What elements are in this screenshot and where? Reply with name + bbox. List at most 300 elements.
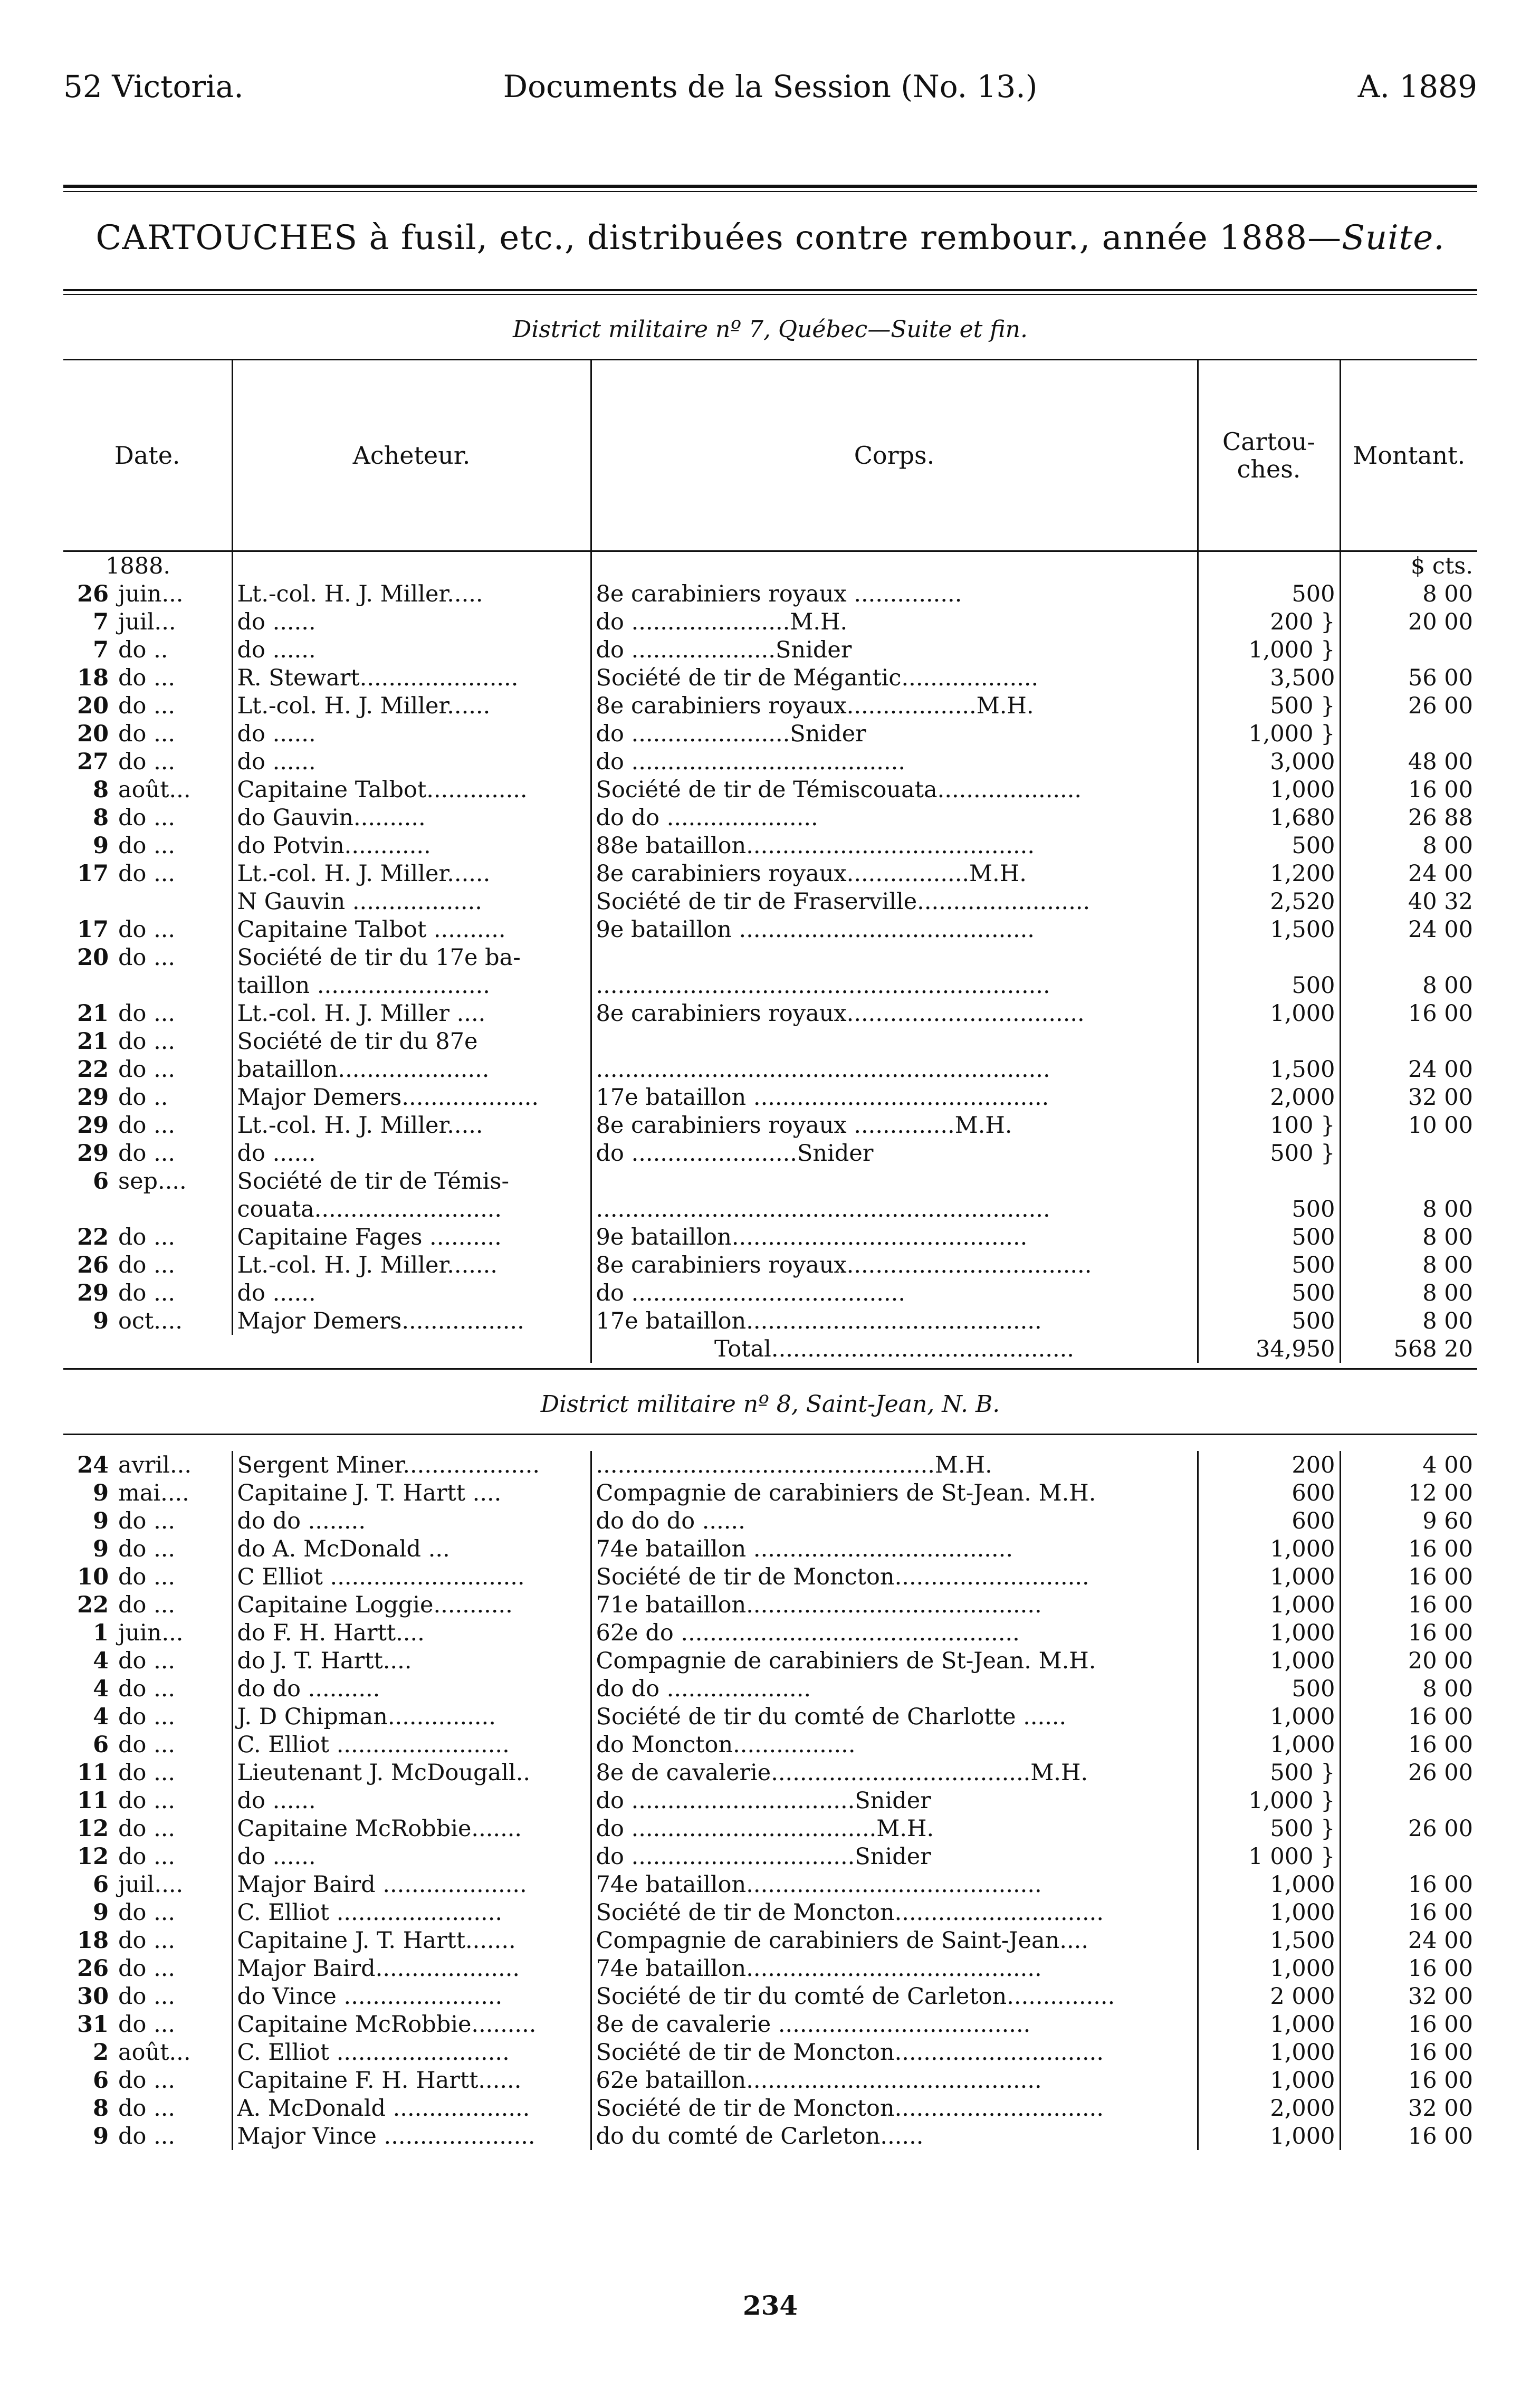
cartouches-cell: 500 xyxy=(1198,1195,1340,1223)
montant-cell: 9 60 xyxy=(1340,1507,1477,1535)
date-month: do ... xyxy=(118,832,176,859)
date-month: do ... xyxy=(118,1507,176,1534)
corps-cell: Compagnie de carabiniers de Saint-Jean.... xyxy=(591,1926,1198,1954)
buyer-cell: do ...... xyxy=(232,748,591,776)
date-cell xyxy=(63,1139,232,1167)
corps-cell: do .......................Snider xyxy=(591,1139,1198,1167)
buyer-cell: A. McDonald ................... xyxy=(232,2094,591,2122)
corps-cell: 88e bataillon........................................ xyxy=(591,832,1198,859)
corps-cell xyxy=(591,943,1198,971)
cartouches-cell: 1,000 } xyxy=(1198,1787,1340,1814)
corps-cell: ............................................................... xyxy=(591,1195,1198,1223)
table-row xyxy=(63,1027,1477,1055)
table-row xyxy=(63,608,1477,636)
montant-cell: 8 00 xyxy=(1340,832,1477,859)
date-cell xyxy=(63,1307,232,1335)
date-day: 17 xyxy=(77,916,109,943)
table-row xyxy=(63,1842,1477,1870)
buyer-cell: Lt.-col. H. J. Miller...... xyxy=(232,859,591,887)
table-row xyxy=(63,720,1477,748)
corps-cell: Société de tir de Moncton............................. xyxy=(591,1898,1198,1926)
date-day: 31 xyxy=(77,2011,109,2038)
date-month: do ... xyxy=(118,692,176,719)
date-month: do ... xyxy=(118,916,176,943)
corps-cell: Société de tir de Moncton........................... xyxy=(591,1563,1198,1591)
cartouches-cell: 500 xyxy=(1198,1279,1340,1307)
document-page xyxy=(63,63,1477,2321)
corps-cell: do ...................................... xyxy=(591,1279,1198,1307)
date-day: 17 xyxy=(77,860,109,887)
cartouches-cell: 1,500 xyxy=(1198,1926,1340,1954)
buyer-cell: do ...... xyxy=(232,1279,591,1307)
montant-cell: 16 00 xyxy=(1340,1535,1477,1563)
corps-cell: do do .................... xyxy=(591,1675,1198,1703)
date-cell xyxy=(63,1675,232,1703)
cartouches-cell: 500 xyxy=(1198,580,1340,608)
buyer-cell: Capitaine Fages .......... xyxy=(232,1223,591,1251)
date-cell xyxy=(63,1842,232,1870)
date-cell xyxy=(63,2122,232,2150)
date-cell xyxy=(63,887,232,915)
corps-cell: 17e bataillon......................................... xyxy=(591,1307,1198,1335)
corps-cell: 8e carabiniers royaux.................................. xyxy=(591,1251,1198,1279)
date-cell xyxy=(63,720,232,748)
cartouches-cell: 500 xyxy=(1198,1223,1340,1251)
buyer-cell: do J. T. Hartt.... xyxy=(232,1647,591,1675)
cartouches-cell: 200 xyxy=(1198,1451,1340,1479)
date-cell xyxy=(63,2066,232,2094)
header-right: A. 1889 xyxy=(1357,69,1477,104)
buyer-cell: Capitaine Talbot.............. xyxy=(232,776,591,804)
cartouches-cell: 1,680 xyxy=(1198,804,1340,832)
table-row xyxy=(63,1535,1477,1563)
corps-cell: do do ..................... xyxy=(591,804,1198,832)
date-month: sep.... xyxy=(118,1168,187,1195)
year-label: 1888. xyxy=(106,552,171,579)
cartouches-cell xyxy=(1198,1167,1340,1195)
corps-cell: Compagnie de carabiniers de St-Jean. M.H. xyxy=(591,1479,1198,1507)
corps-cell: 8e de cavalerie ................................... xyxy=(591,2010,1198,2038)
date-cell xyxy=(63,580,232,608)
title-suite: Suite. xyxy=(1342,218,1445,257)
cartouches-cell: 1,000 xyxy=(1198,1870,1340,1898)
date-day: 22 xyxy=(77,1056,109,1083)
table-row xyxy=(63,1479,1477,1507)
col-montant: Montant. xyxy=(1340,360,1477,551)
cartouches-cell: 2 000 xyxy=(1198,1982,1340,2010)
table-row xyxy=(63,1139,1477,1167)
table-row xyxy=(63,2066,1477,2094)
cartouches-cell: 1,000 xyxy=(1198,1591,1340,1619)
montant-cell: 8 00 xyxy=(1340,1675,1477,1703)
buyer-cell: Sergent Miner................... xyxy=(232,1451,591,1479)
table-row xyxy=(63,1507,1477,1535)
date-month: do .. xyxy=(118,1084,168,1111)
cartouches-cell: 1,000 xyxy=(1198,1563,1340,1591)
date-month: do ... xyxy=(118,1252,176,1278)
buyer-cell: Lt.-col. H. J. Miller...... xyxy=(232,692,591,720)
montant-cell: 10 00 xyxy=(1340,1111,1477,1139)
date-cell xyxy=(63,1954,232,1982)
col-buyer: Acheteur. xyxy=(232,360,591,551)
cartouches-cell: 1,000 xyxy=(1198,1898,1340,1926)
date-month: do ... xyxy=(118,1000,176,1027)
date-day: 24 xyxy=(77,1451,109,1478)
date-cell xyxy=(63,1279,232,1307)
cartouches-cell: 1,000 } xyxy=(1198,636,1340,664)
corps-cell: Société de tir du comté de Carleton............... xyxy=(591,1982,1198,2010)
date-month: do ... xyxy=(118,1731,176,1758)
corps-cell: do Moncton................. xyxy=(591,1731,1198,1759)
date-month: do ... xyxy=(118,1815,176,1842)
date-month: do ... xyxy=(118,720,176,747)
cartouches-cell: 3,500 xyxy=(1198,664,1340,692)
buyer-cell: Lt.-col. H. J. Miller....... xyxy=(232,1251,591,1279)
date-month: do ... xyxy=(118,1703,176,1730)
corps-cell: do ..................................M.H. xyxy=(591,1814,1198,1842)
cartouches-cell: 1,000 xyxy=(1198,2010,1340,2038)
date-month: oct.... xyxy=(118,1307,183,1334)
date-day: 20 xyxy=(77,692,109,719)
table-row xyxy=(63,1954,1477,1982)
date-day: 10 xyxy=(77,1563,109,1590)
date-month: do ... xyxy=(118,1927,176,1954)
date-day: 11 xyxy=(77,1759,109,1786)
buyer-cell: do do ........ xyxy=(232,1507,591,1535)
date-cell xyxy=(63,1814,232,1842)
table-row xyxy=(63,1647,1477,1675)
table-row xyxy=(63,1307,1477,1335)
buyer-cell: N Gauvin .................. xyxy=(232,887,591,915)
cartouches-cell xyxy=(1198,1027,1340,1055)
date-cell xyxy=(63,1111,232,1139)
table-row xyxy=(63,1731,1477,1759)
montant-cell xyxy=(1340,636,1477,664)
cartouches-cell: 1 000 } xyxy=(1198,1842,1340,1870)
table-row xyxy=(63,2094,1477,2122)
table-row xyxy=(63,943,1477,971)
buyer-cell: taillon ........................ xyxy=(232,971,591,999)
buyer-cell: Capitaine Loggie........... xyxy=(232,1591,591,1619)
corps-cell: 8e carabiniers royaux.................M.H. xyxy=(591,859,1198,887)
date-day: 20 xyxy=(77,720,109,747)
district-7-title: District militaire nº 7, Québec—Suite et fin. xyxy=(513,316,1028,343)
date-cell xyxy=(63,1591,232,1619)
montant-cell: 16 00 xyxy=(1340,1703,1477,1731)
montant-cell: 16 00 xyxy=(1340,776,1477,804)
buyer-cell: do A. McDonald ... xyxy=(232,1535,591,1563)
table-row xyxy=(63,1814,1477,1842)
corps-cell: 74e bataillon .................................... xyxy=(591,1535,1198,1563)
corps-cell: 8e carabiniers royaux ..............M.H. xyxy=(591,1111,1198,1139)
montant-cell: 16 00 xyxy=(1340,1619,1477,1647)
date-cell xyxy=(63,1451,232,1479)
date-cell xyxy=(63,1787,232,1814)
date-cell xyxy=(63,1759,232,1787)
date-cell xyxy=(63,1619,232,1647)
date-day: 4 xyxy=(93,1647,109,1674)
date-cell xyxy=(63,608,232,636)
date-month: do ... xyxy=(118,1112,176,1139)
buyer-cell: C Elliot ........................... xyxy=(232,1563,591,1591)
cartouches-cell: 1,000 xyxy=(1198,1731,1340,1759)
montant-cell: 26 00 xyxy=(1340,1814,1477,1842)
date-day: 26 xyxy=(77,1252,109,1278)
table-row xyxy=(63,692,1477,720)
date-day: 1 xyxy=(93,1619,109,1646)
montant-cell xyxy=(1340,1787,1477,1814)
cartouches-cell: 3,000 xyxy=(1198,748,1340,776)
montant-cell: 8 00 xyxy=(1340,580,1477,608)
corps-cell: 9e bataillon ......................................... xyxy=(591,915,1198,943)
buyer-cell: do ...... xyxy=(232,1139,591,1167)
date-cell xyxy=(63,2038,232,2066)
montant-cell: 16 00 xyxy=(1340,1954,1477,1982)
buyer-cell: bataillon..................... xyxy=(232,1055,591,1083)
date-day: 11 xyxy=(77,1787,109,1814)
date-cell xyxy=(63,1563,232,1591)
title-main: CARTOUCHES à fusil, etc., distribuées contre rembour., année 1888— xyxy=(95,218,1342,257)
table-row xyxy=(63,748,1477,776)
buyer-cell: do Vince ...................... xyxy=(232,1982,591,2010)
cartouches-cell: 1,000 xyxy=(1198,1954,1340,1982)
corps-cell: Société de tir de Fraserville........................ xyxy=(591,887,1198,915)
date-day: 26 xyxy=(77,1955,109,1982)
date-month: mai.... xyxy=(118,1479,189,1506)
montant-cell xyxy=(1340,1139,1477,1167)
cartouches-cell: 1,500 xyxy=(1198,1055,1340,1083)
date-month: août... xyxy=(118,2039,191,2066)
date-cell xyxy=(63,1647,232,1675)
buyer-cell: Société de tir du 17e ba- xyxy=(232,943,591,971)
montant-cell: 40 32 xyxy=(1340,887,1477,915)
date-cell xyxy=(63,999,232,1027)
cartouches-cell: 1,000 xyxy=(1198,776,1340,804)
date-cell xyxy=(63,1055,232,1083)
cartouches-cell: 2,520 xyxy=(1198,887,1340,915)
date-month: do ... xyxy=(118,1535,176,1562)
table-row xyxy=(63,580,1477,608)
buyer-cell: Société de tir de Témis- xyxy=(232,1167,591,1195)
montant-cell: 24 00 xyxy=(1340,859,1477,887)
date-month: do ... xyxy=(118,1955,176,1982)
date-month: avril... xyxy=(118,1451,192,1478)
corps-cell xyxy=(591,1027,1198,1055)
cartouches-cell xyxy=(1198,943,1340,971)
table-row xyxy=(63,1787,1477,1814)
montant-cell: 16 00 xyxy=(1340,999,1477,1027)
buyer-cell: Major Baird.................... xyxy=(232,1954,591,1982)
table-row xyxy=(63,999,1477,1027)
date-month: do ... xyxy=(118,2095,176,2122)
table-row xyxy=(63,1703,1477,1731)
date-cell xyxy=(63,1535,232,1563)
corps-cell: Société de tir de Moncton............................. xyxy=(591,2094,1198,2122)
date-month: do ... xyxy=(118,860,176,887)
buyer-cell: C. Elliot ........................ xyxy=(232,1731,591,1759)
cartouches-cell: 500 } xyxy=(1198,1814,1340,1842)
date-cell xyxy=(63,1870,232,1898)
date-month: do ... xyxy=(118,1759,176,1786)
cartouches-cell: 1,000 xyxy=(1198,1619,1340,1647)
date-day: 2 xyxy=(93,2039,109,2066)
cartouches-cell: 1,000 xyxy=(1198,1647,1340,1675)
cartouches-cell: 100 } xyxy=(1198,1111,1340,1139)
cartouches-cell: 600 xyxy=(1198,1507,1340,1535)
cartouches-cell: 500 xyxy=(1198,1675,1340,1703)
date-cell xyxy=(63,804,232,832)
buyer-cell: Lt.-col. H. J. Miller..... xyxy=(232,1111,591,1139)
corps-cell: ...............................................M.H. xyxy=(591,1451,1198,1479)
date-day: 29 xyxy=(77,1084,109,1111)
date-month: do ... xyxy=(118,2067,176,2094)
buyer-cell: J. D Chipman............... xyxy=(232,1703,591,1731)
corps-cell: do ....................Snider xyxy=(591,636,1198,664)
cartouches-cell: 600 xyxy=(1198,1479,1340,1507)
cartouches-cell: 2,000 xyxy=(1198,1083,1340,1111)
corps-cell: do ...............................Snider xyxy=(591,1787,1198,1814)
montant-cell: 20 00 xyxy=(1340,1647,1477,1675)
page-number: 234 xyxy=(742,2290,798,2321)
cartouches-cell: 1,000 xyxy=(1198,2038,1340,2066)
table-row xyxy=(63,1111,1477,1139)
date-day: 6 xyxy=(93,1871,109,1898)
corps-cell: Société de tir de Mégantic................... xyxy=(591,664,1198,692)
montant-cell: 26 00 xyxy=(1340,692,1477,720)
date-day: 22 xyxy=(77,1224,109,1250)
montant-cell: 8 00 xyxy=(1340,1223,1477,1251)
montant-cell: 8 00 xyxy=(1340,1195,1477,1223)
montant-cell: 8 00 xyxy=(1340,1307,1477,1335)
table-row xyxy=(63,636,1477,664)
table-row xyxy=(63,1083,1477,1111)
cartouches-cell: 1,000 xyxy=(1198,2122,1340,2150)
date-day: 18 xyxy=(77,1927,109,1954)
date-cell xyxy=(63,1898,232,1926)
date-day: 12 xyxy=(77,1815,109,1842)
col-cartouches: Cartou-ches. xyxy=(1198,360,1340,551)
cartouches-cell: 200 } xyxy=(1198,608,1340,636)
montant-cell: 8 00 xyxy=(1340,1251,1477,1279)
cartouches-cell: 1,000 xyxy=(1198,1535,1340,1563)
date-cell xyxy=(63,664,232,692)
col-corps: Corps. xyxy=(591,360,1198,551)
date-day: 29 xyxy=(77,1140,109,1167)
date-cell xyxy=(63,1479,232,1507)
montant-cell xyxy=(1340,943,1477,971)
buyer-cell: do F. H. Hartt.... xyxy=(232,1619,591,1647)
cartouches-cell: 1,200 xyxy=(1198,859,1340,887)
cartouches-cell: 500 xyxy=(1198,1251,1340,1279)
corps-cell: 8e carabiniers royaux................................. xyxy=(591,999,1198,1027)
date-month: do ... xyxy=(118,1675,176,1702)
total-cartouches: 34,950 xyxy=(1198,1335,1340,1363)
montant-cell: 32 00 xyxy=(1340,2094,1477,2122)
montant-cell xyxy=(1340,720,1477,748)
buyer-cell: Major Baird .................... xyxy=(232,1870,591,1898)
date-cell xyxy=(63,1926,232,1954)
date-day: 30 xyxy=(77,1983,109,2010)
buyer-cell: Capitaine McRobbie....... xyxy=(232,1814,591,1842)
date-day: 12 xyxy=(77,1843,109,1870)
cartouches-cell: 500 xyxy=(1198,971,1340,999)
date-month: do ... xyxy=(118,944,176,971)
buyer-cell: do ...... xyxy=(232,720,591,748)
date-day: 7 xyxy=(93,636,109,663)
montant-cell: 26 00 xyxy=(1340,1759,1477,1787)
cartouches-cell: 500 } xyxy=(1198,692,1340,720)
montant-cell: 12 00 xyxy=(1340,1479,1477,1507)
buyer-cell: C. Elliot ........................ xyxy=(232,2038,591,2066)
cartouches-cell: 1,500 xyxy=(1198,915,1340,943)
buyer-cell: R. Stewart...................... xyxy=(232,664,591,692)
date-month: do ... xyxy=(118,664,176,691)
date-cell xyxy=(63,971,232,999)
date-day: 29 xyxy=(77,1112,109,1139)
table-row xyxy=(63,1251,1477,1279)
date-month: do ... xyxy=(118,1279,176,1306)
date-month: juin... xyxy=(118,1619,184,1646)
date-day: 6 xyxy=(93,1731,109,1758)
cartouches-cell: 1,000 xyxy=(1198,2066,1340,2094)
date-month: do ... xyxy=(118,1056,176,1083)
table-row xyxy=(63,2038,1477,2066)
column-header-row xyxy=(63,360,1477,551)
montant-cell: 32 00 xyxy=(1340,1982,1477,2010)
corps-cell: 71e bataillon......................................... xyxy=(591,1591,1198,1619)
buyer-cell: Capitaine McRobbie......... xyxy=(232,2010,591,2038)
corps-cell: Société de tir de Témiscouata.................... xyxy=(591,776,1198,804)
table-row xyxy=(63,2122,1477,2150)
montant-cell: 8 00 xyxy=(1340,971,1477,999)
montant-cell: 16 00 xyxy=(1340,2038,1477,2066)
corps-cell: ............................................................... xyxy=(591,1055,1198,1083)
date-month: do ... xyxy=(118,804,176,831)
buyer-cell: couata.......................... xyxy=(232,1195,591,1223)
total-row xyxy=(63,1335,1477,1363)
buyer-cell: Major Demers................... xyxy=(232,1083,591,1111)
montant-cell: 16 00 xyxy=(1340,2010,1477,2038)
corps-cell: do ......................Snider xyxy=(591,720,1198,748)
buyer-cell: do ...... xyxy=(232,608,591,636)
district-8-title: District militaire nº 8, Saint-Jean, N. B. xyxy=(540,1391,1000,1418)
running-header xyxy=(63,63,1477,121)
date-day: 4 xyxy=(93,1675,109,1702)
table-row xyxy=(63,887,1477,915)
year-row xyxy=(63,551,1477,580)
header-center: Documents de la Session (No. 13.) xyxy=(503,69,1038,104)
corps-cell: Société de tir du comté de Charlotte ...... xyxy=(591,1703,1198,1731)
corps-cell: do du comté de Carleton...... xyxy=(591,2122,1198,2150)
date-cell xyxy=(63,1027,232,1055)
table-row xyxy=(63,832,1477,859)
buyer-cell: Société de tir du 87e xyxy=(232,1027,591,1055)
header-rule xyxy=(63,185,1477,192)
montant-cell: 16 00 xyxy=(1340,1898,1477,1926)
header-left: 52 Victoria. xyxy=(63,69,244,104)
table-row xyxy=(63,1167,1477,1195)
date-cell xyxy=(63,1167,232,1195)
corps-cell: Compagnie de carabiniers de St-Jean. M.H. xyxy=(591,1647,1198,1675)
date-day: 4 xyxy=(93,1703,109,1730)
date-cell xyxy=(63,1703,232,1731)
corps-cell: Société de tir de Moncton............................. xyxy=(591,2038,1198,2066)
date-month: do ... xyxy=(118,1028,176,1055)
date-day: 29 xyxy=(77,1279,109,1306)
date-day: 9 xyxy=(93,832,109,859)
table-row xyxy=(63,664,1477,692)
table-row xyxy=(63,1451,1477,1479)
